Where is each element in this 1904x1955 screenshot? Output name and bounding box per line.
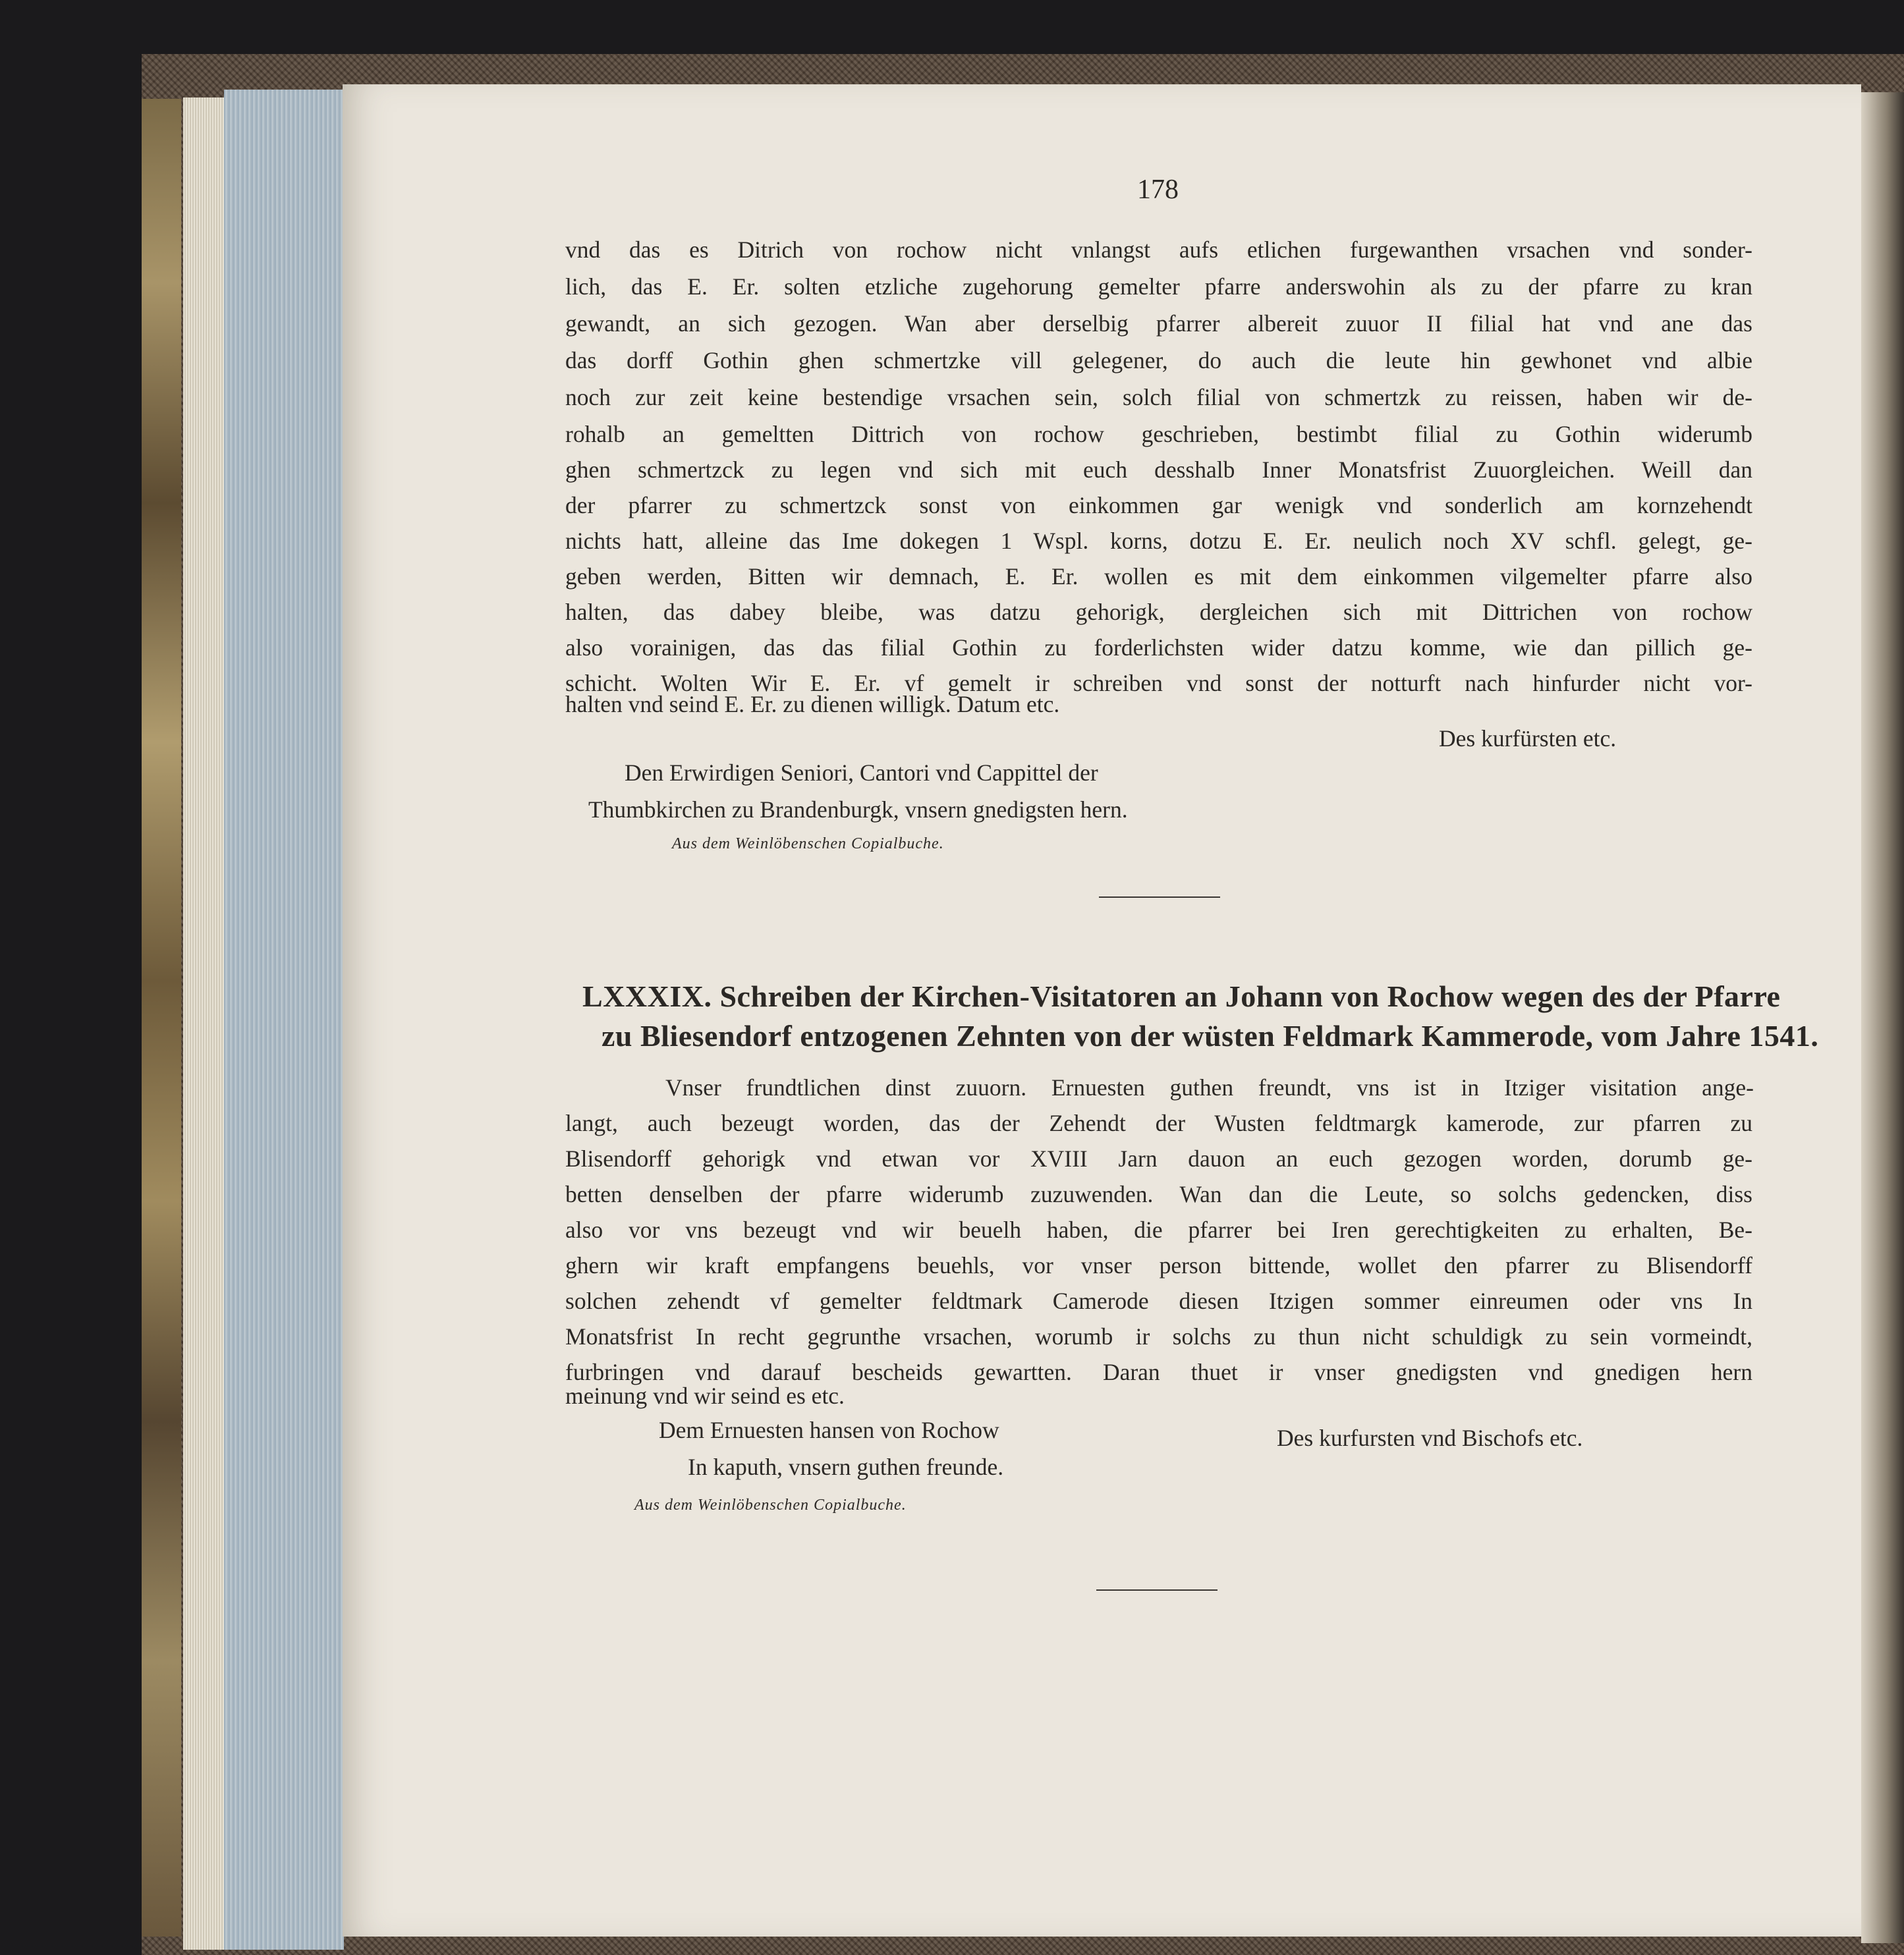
page-gutter-shadow: [1861, 92, 1904, 1943]
letter-1-line: also vorainigen, das das filial Gothin zu forderlichsten wider datzu komme, wie dan pillich ge-: [565, 634, 1752, 661]
letter-1-line: ghen schmertzck zu legen vnd sich mit euch desshalb Inner Monatsfrist Zuuorgleichen. Weill dan: [565, 456, 1752, 483]
section-divider: [1099, 896, 1220, 898]
letter-1-line: das dorff Gothin ghen schmertzke vill gelegener, do auch die leute hin gewhonet vnd albie: [565, 347, 1752, 373]
letter-1-line: der pfarrer zu schmertzck sonst von einkommen gar wenigk vnd sonderlich am kornzehendt: [565, 492, 1752, 518]
letter-1-last-line: halten vnd seind E. Er. zu dienen willigk. Datum etc.: [565, 691, 1060, 717]
letter-2-closing: Des kurfursten vnd Bischofs etc.: [1277, 1425, 1583, 1451]
letter-1-source-note: Aus dem Weinlöbenschen Copialbuche.: [672, 835, 944, 852]
letter-2-address-line: In kaputh, vnsern guthen freunde.: [688, 1454, 1004, 1480]
letter-1-line: noch zur zeit keine bestendige vrsachen sein, solch filial von schmertzk zu reissen, haben wir de-: [565, 384, 1752, 410]
letter-1-line: halten, das dabey bleibe, was datzu gehorigk, dergleichen sich mit Dittrichen von rochow: [565, 599, 1752, 625]
letter-1-line: nichts hatt, alleine das Ime dokegen 1 Wspl. korns, dotzu E. Er. neulich noch XV schfl. gelegt, ge-: [565, 528, 1752, 554]
letter-2-line: also vor vns bezeugt vnd wir beuelh haben, die pfarrer bei Iren gerechtigkeiten zu erhalten, Be-: [565, 1217, 1752, 1243]
letter-2-line: furbringen vnd darauf bescheids gewartten. Daran thuet ir vnser gnedigsten vnd gnedigen hern: [565, 1359, 1752, 1385]
letter-2-line: Monatsfrist In recht gegrunthe vrsachen, worumb ir solchs zu thun nicht schuldigk zu sein vormeindt,: [565, 1323, 1752, 1350]
section-heading-line-2: zu Bliesendorf entzogenen Zehnten von der wüsten Feldmark Kammerode, vom Jahre 1541.: [602, 1019, 1819, 1053]
letter-2-line: betten denselben der pfarre widerumb zuzuwenden. Wan dan die Leute, so solchs gedencken, diss: [565, 1181, 1752, 1207]
letter-1-line: rohalb an gemeltten Dittrich von rochow geschrieben, bestimbt filial zu Gothin widerumb: [565, 421, 1752, 447]
letter-1-line: vnd das es Ditrich von rochow nicht vnlangst aufs etlichen furgewanthen vrsachen vnd sonder-: [565, 236, 1752, 263]
letter-1-line: schicht. Wolten Wir E. Er. vf gemelt ir schreiben vnd sonst der notturft nach hinfurder nicht vor-: [565, 670, 1752, 696]
letter-1-address-line: Den Erwirdigen Seniori, Cantori vnd Cappittel der: [625, 759, 1098, 786]
letter-2-line: solchen zehendt vf gemelter feldtmark Camerode diesen Itzigen sommer einreumen oder vns In: [565, 1288, 1752, 1314]
letter-1-line: geben werden, Bitten wir demnach, E. Er. wollen es mit dem einkommen vilgemelter pfarre also: [565, 563, 1752, 590]
letter-2-line: Blisendorff gehorigk vnd etwan vor XVIII Jarn dauon an euch gezogen worden, dorumb ge-: [565, 1145, 1752, 1172]
page-number: 178: [1137, 175, 1179, 205]
section-heading-line-1: LXXXIX. Schreiben der Kirchen-Visitatoren an Johann von Rochow wegen des der Pfarre: [582, 979, 1781, 1013]
letter-2-last-line: meinung vnd wir seind es etc.: [565, 1383, 845, 1409]
letter-2-source-note: Aus dem Weinlöbenschen Copialbuche.: [634, 1497, 907, 1514]
letter-2-line: Vnser frundtlichen dinst zuuorn. Ernuesten guthen freundt, vns ist in Itziger visitation ange-: [665, 1074, 1754, 1101]
letter-1-closing: Des kurfürsten etc.: [1439, 725, 1617, 752]
page-stack-edge: [183, 97, 224, 1950]
letter-1-line: gewandt, an sich gezogen. Wan aber derselbig pfarrer albereit zuuor II filial hat vnd ane das: [565, 310, 1752, 337]
marbled-endpaper: [142, 99, 181, 1937]
tinted-page-edges: [224, 90, 344, 1950]
section-divider: [1096, 1589, 1218, 1591]
letter-1-address-line: Thumbkirchen zu Brandenburgk, vnsern gnedigsten hern.: [588, 796, 1128, 823]
letter-2-line: ghern wir kraft empfangens beuehls, vor vnser person bittende, wollet den pfarrer zu Blisendorff: [565, 1252, 1752, 1279]
letter-1-line: lich, das E. Er. solten etzliche zugehorung gemelter pfarre anderswohin als zu der pfarre zu kran: [565, 273, 1752, 300]
letter-2-address-line: Dem Ernuesten hansen von Rochow: [659, 1417, 999, 1443]
letter-2-line: langt, auch bezeugt worden, das der Zehendt der Wusten feldtmargk kamerode, zur pfarren zu: [565, 1110, 1752, 1136]
